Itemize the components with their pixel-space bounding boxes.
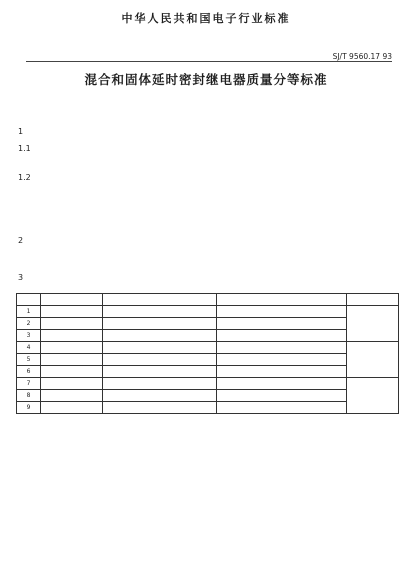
table-row	[17, 306, 399, 318]
issuing-organization: 中华人民共和国电子行业标准	[121, 12, 291, 25]
table-cell: 3	[17, 330, 41, 342]
table-cell	[103, 366, 217, 378]
table-cell: 5	[17, 354, 41, 366]
column-header	[17, 294, 41, 306]
table-cell	[103, 378, 217, 390]
table-cell	[347, 306, 399, 342]
table-cell: 1	[17, 306, 41, 318]
table-cell	[41, 318, 103, 330]
table-cell	[41, 390, 103, 402]
table-row	[17, 330, 399, 342]
table-cell	[41, 330, 103, 342]
section-number: 1.2	[18, 173, 31, 182]
table-row	[17, 354, 399, 366]
table-cell	[347, 342, 399, 378]
table-cell: 2	[17, 318, 41, 330]
table-cell	[217, 330, 347, 342]
table-row	[17, 318, 399, 330]
table-cell	[103, 390, 217, 402]
section-number: 3	[18, 273, 24, 282]
table-cell	[41, 354, 103, 366]
section-1-heading	[18, 127, 32, 136]
table-cell	[217, 306, 347, 318]
table-cell	[41, 402, 103, 414]
section-3-heading	[18, 273, 32, 282]
table-header-row	[17, 294, 399, 306]
table-cell	[41, 342, 103, 354]
section-number: 1.1	[18, 144, 31, 153]
table-cell	[347, 378, 399, 414]
table-cell	[41, 306, 103, 318]
table-cell: 7	[17, 378, 41, 390]
table-row	[17, 390, 399, 402]
column-header	[347, 294, 399, 306]
table-cell	[217, 342, 347, 354]
table-cell	[103, 306, 217, 318]
table-row	[17, 378, 399, 390]
table-row	[17, 342, 399, 354]
section-1-1-heading	[18, 144, 40, 153]
requirements-table	[16, 293, 399, 414]
document-title: 混合和固体延时密封继电器质量分等标准	[84, 72, 328, 87]
table-cell	[217, 354, 347, 366]
section-1-2-heading	[18, 173, 40, 182]
table-cell	[103, 342, 217, 354]
table-row	[17, 402, 399, 414]
column-header	[103, 294, 217, 306]
table-cell: 8	[17, 390, 41, 402]
table-cell	[41, 366, 103, 378]
column-header	[217, 294, 347, 306]
table-cell	[103, 330, 217, 342]
table-cell	[103, 318, 217, 330]
column-header	[41, 294, 103, 306]
table-cell	[217, 378, 347, 390]
table-cell	[103, 354, 217, 366]
table-cell	[103, 402, 217, 414]
section-number: 1	[18, 127, 24, 136]
table-cell	[217, 366, 347, 378]
table-cell: 4	[17, 342, 41, 354]
standard-code: SJ/T 9560.17 93	[332, 52, 392, 61]
table-cell	[41, 378, 103, 390]
header-rule	[26, 61, 392, 62]
table-row	[17, 366, 399, 378]
table-cell: 9	[17, 402, 41, 414]
section-2-heading	[18, 236, 32, 245]
section-number: 2	[18, 236, 24, 245]
table-cell	[217, 402, 347, 414]
table-cell	[217, 318, 347, 330]
table-cell: 6	[17, 366, 41, 378]
table-cell	[217, 390, 347, 402]
